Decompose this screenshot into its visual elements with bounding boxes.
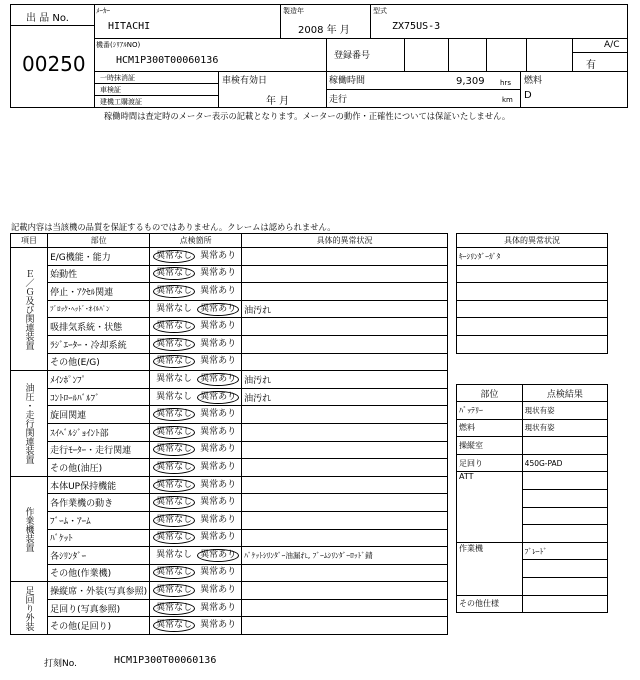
detail-cell — [242, 599, 448, 617]
table-row — [457, 300, 608, 318]
detail-cell — [242, 529, 448, 547]
hours-value: 9,309 — [456, 76, 485, 87]
result-value-cell: 450G-PAD — [522, 454, 607, 472]
col-header-part: 部位 — [48, 234, 150, 248]
table-row — [11, 547, 448, 565]
att-cell — [522, 507, 607, 525]
att-label: ATT — [457, 472, 523, 542]
lot-number: 00250 — [22, 52, 86, 76]
maker-label: ﾒｰｶｰ — [96, 7, 110, 15]
ok-mark: 異常なし — [153, 443, 195, 456]
ng-mark: 異常あり — [200, 461, 237, 472]
ng-mark: 異常あり — [200, 321, 237, 332]
table-row — [457, 454, 608, 472]
meter-note: 稼働時間は査定時のメーター表示の記載となります。メーターの動作・正確性については保証いたしません。 — [104, 111, 511, 121]
check-cell — [150, 529, 242, 547]
check-cell — [150, 388, 242, 406]
table-row — [11, 511, 448, 529]
att-cell — [522, 525, 607, 543]
detail-cell — [242, 318, 448, 336]
work-cell — [522, 560, 607, 578]
ok-mark: 異常なし — [156, 391, 193, 402]
table-row — [11, 318, 448, 336]
part-cell: 本体UP保持機能 — [48, 476, 150, 494]
ok-mark: 異常なし — [153, 514, 195, 527]
table-row — [11, 529, 448, 547]
ok-mark: 異常なし — [156, 373, 193, 384]
ok-mark: 異常なし — [153, 531, 195, 544]
check-cell — [150, 283, 242, 301]
ng-mark: 異常あり — [200, 567, 237, 578]
model-label: 型式 — [373, 7, 387, 15]
table-row — [11, 248, 448, 266]
table-row — [457, 437, 608, 455]
table-row — [11, 423, 448, 441]
check-cell — [150, 599, 242, 617]
ng-mark: 異常あり — [200, 285, 237, 296]
part-cell: ｽｲﾍﾞﾙｼﾞｮｲﾝﾄ部 — [48, 423, 150, 441]
work-cell — [522, 577, 607, 595]
part-cell: その他(足回り) — [48, 617, 150, 635]
part-cell: 始動性 — [48, 265, 150, 283]
table-row — [11, 406, 448, 424]
detail-cell — [457, 283, 608, 301]
stamp-value: HCM1P300T00060136 — [114, 655, 217, 666]
result-part-cell: 燃料 — [457, 419, 523, 437]
ac-value: 有 — [586, 60, 596, 71]
result-part-cell: 足回り — [457, 454, 523, 472]
vehicle-cert-label: 車検証 — [100, 86, 121, 94]
check-cell — [150, 371, 242, 389]
part-cell: 吸排気系統・状態 — [48, 318, 150, 336]
col-header-item: 項目 — [11, 234, 48, 248]
part-cell: 各作業機の動き — [48, 494, 150, 512]
ng-mark: 異常あり — [200, 497, 237, 508]
table-row — [11, 476, 448, 494]
col-header-check: 点検箇所 — [150, 234, 242, 248]
detail-cell — [457, 335, 608, 353]
section-label: 足回り外装 — [11, 582, 48, 635]
table-row — [457, 419, 608, 437]
hours-label: 稼働時間 — [329, 76, 366, 86]
check-cell — [150, 300, 242, 318]
table-row — [11, 441, 448, 459]
section-label: 作業機装置 — [11, 476, 48, 582]
serial-value: HCM1P300T00060136 — [116, 55, 219, 66]
inspection-label: 車検有効日 — [222, 76, 268, 86]
table-row — [11, 564, 448, 582]
table-row — [457, 248, 608, 266]
ok-mark: 異常なし — [153, 320, 195, 333]
model-value: ZX75US-3 — [392, 21, 441, 32]
detail-cell — [242, 564, 448, 582]
ng-mark: 異常あり — [200, 620, 237, 631]
check-cell — [150, 248, 242, 266]
part-cell: ﾌﾞﾛｯｸ･ﾍｯﾄﾞ･ｵｲﾙﾊﾟﾝ — [48, 300, 150, 318]
table-row — [11, 459, 448, 477]
table-row — [457, 472, 608, 490]
table-row — [457, 542, 608, 560]
table-row — [11, 599, 448, 617]
work-label: 作業機 — [457, 542, 523, 595]
ac-label: A/C — [604, 40, 620, 50]
part-cell: その他(E/G) — [48, 353, 150, 371]
ng-mark: 異常あり — [197, 549, 239, 562]
part-cell: E/G機能・能力 — [48, 248, 150, 266]
detail-cell — [242, 511, 448, 529]
check-cell — [150, 617, 242, 635]
detail-cell — [242, 441, 448, 459]
part-cell: ﾌﾞｰﾑ・ｱｰﾑ — [48, 511, 150, 529]
check-cell — [150, 494, 242, 512]
ok-mark: 異常なし — [153, 584, 195, 597]
right-detail-table — [456, 233, 608, 354]
ng-mark: 異常あり — [200, 602, 237, 613]
right-detail-header: 具体的異常状況 — [457, 234, 608, 248]
ng-mark: 異常あり — [197, 391, 239, 404]
detail-cell — [242, 248, 448, 266]
table-row — [11, 283, 448, 301]
check-cell — [150, 406, 242, 424]
part-cell: その他(作業機) — [48, 564, 150, 582]
att-cell — [522, 472, 607, 490]
detail-cell — [242, 476, 448, 494]
serial-label: 機番(ｼﾘｱﾙNO) — [96, 41, 141, 49]
detail-cell — [242, 353, 448, 371]
ok-mark: 異常なし — [153, 479, 195, 492]
ok-mark: 異常なし — [153, 619, 195, 632]
check-cell — [150, 265, 242, 283]
table-row — [457, 283, 608, 301]
ng-mark: 異常あり — [200, 444, 237, 455]
result-header-part: 部位 — [457, 385, 523, 402]
ok-mark: 異常なし — [153, 426, 195, 439]
ng-mark: 異常あり — [200, 585, 237, 596]
check-cell — [150, 547, 242, 565]
result-part-cell: 操縦室 — [457, 437, 523, 455]
right-result-table — [456, 384, 608, 613]
result-value-cell: 現状有姿 — [522, 419, 607, 437]
part-cell: 各ｼﾘﾝﾀﾞｰ — [48, 547, 150, 565]
detail-cell — [242, 335, 448, 353]
other-spec-cell — [522, 595, 607, 613]
ok-mark: 異常なし — [153, 338, 195, 351]
lot-label: 出 品 No. — [26, 13, 69, 24]
part-cell: ﾒｲﾝﾎﾟﾝﾌﾟ — [48, 371, 150, 389]
check-cell — [150, 423, 242, 441]
table-row — [11, 335, 448, 353]
inspection-value: 年 月 — [266, 96, 290, 107]
ok-mark: 異常なし — [153, 355, 195, 368]
part-cell: ﾗｼﾞｴｰﾀｰ・冷却系統 — [48, 335, 150, 353]
ok-mark: 異常なし — [153, 566, 195, 579]
ok-mark: 異常なし — [153, 602, 195, 615]
table-row — [11, 353, 448, 371]
check-cell — [150, 353, 242, 371]
check-cell — [150, 441, 242, 459]
table-row — [457, 402, 608, 420]
check-cell — [150, 582, 242, 600]
check-cell — [150, 476, 242, 494]
part-cell: 操縦席・外装(写真参照) — [48, 582, 150, 600]
table-row — [11, 265, 448, 283]
table-row — [457, 595, 608, 613]
work-value: ﾌﾞﾚｰﾄﾞ — [522, 542, 607, 560]
check-cell — [150, 318, 242, 336]
detail-cell — [242, 406, 448, 424]
table-row — [11, 494, 448, 512]
table-row — [11, 617, 448, 635]
detail-cell: 油汚れ — [242, 388, 448, 406]
ng-mark: 異常あり — [200, 426, 237, 437]
ok-mark: 異常なし — [153, 408, 195, 421]
detail-cell — [457, 265, 608, 283]
detail-cell — [242, 283, 448, 301]
result-header-result: 点検結果 — [522, 385, 607, 402]
check-cell — [150, 564, 242, 582]
run-unit: km — [502, 96, 513, 104]
part-cell: その他(油圧) — [48, 459, 150, 477]
check-cell — [150, 511, 242, 529]
detail-cell — [457, 300, 608, 318]
ok-mark: 異常なし — [156, 549, 193, 560]
table-row — [457, 265, 608, 283]
detail-cell: ﾊﾞｹｯﾄｼﾘﾝﾀﾞｰ油漏れ, ﾌﾞｰﾑｼﾘﾝﾀﾞｰﾛｯﾄﾞ錆 — [242, 547, 448, 565]
year-label: 製造年 — [283, 7, 304, 15]
detail-cell: 油汚れ — [242, 300, 448, 318]
check-cell — [150, 335, 242, 353]
ok-mark: 異常なし — [153, 496, 195, 509]
fuel-value: D — [524, 90, 532, 101]
temp-cancel-label: 一時抹消証 — [100, 74, 135, 82]
ng-mark: 異常あり — [200, 532, 237, 543]
att-cell — [522, 489, 607, 507]
ng-mark: 異常あり — [197, 303, 239, 316]
maker-value: HITACHI — [108, 21, 151, 32]
ng-mark: 異常あり — [200, 409, 237, 420]
ok-mark: 異常なし — [153, 250, 195, 263]
table-row — [11, 371, 448, 389]
section-label: Ｅ／Ｇ及び関連装置 — [11, 248, 48, 371]
result-part-cell: ﾊﾞｯﾃﾘｰ — [457, 402, 523, 420]
detail-cell — [242, 582, 448, 600]
hours-unit: hrs — [500, 79, 511, 87]
construct-cert-label: 建機工購渡証 — [100, 98, 142, 106]
result-value-cell: 現状有姿 — [522, 402, 607, 420]
ng-mark: 異常あり — [200, 250, 237, 261]
part-cell: ﾊﾞｹｯﾄ — [48, 529, 150, 547]
detail-cell — [242, 617, 448, 635]
detail-cell: ｷｰｼﾘﾝﾀﾞｰｶﾞﾀ — [457, 248, 608, 266]
part-cell: ｺﾝﾄﾛｰﾙﾊﾞﾙﾌﾞ — [48, 388, 150, 406]
ng-mark: 異常あり — [197, 373, 239, 386]
disclaimer-note: 記載内容は当該機の品質を保証するものではありません。クレームは認められません。 — [11, 222, 336, 232]
part-cell: 旋回関連 — [48, 406, 150, 424]
year-value: 2008 年 月 — [298, 25, 350, 36]
table-row — [457, 335, 608, 353]
part-cell: 停止・ｱｸｾﾙ関連 — [48, 283, 150, 301]
detail-cell — [242, 459, 448, 477]
section-label: 油圧・走行関連装置 — [11, 371, 48, 477]
detail-cell — [242, 494, 448, 512]
ng-mark: 異常あり — [200, 514, 237, 525]
detail-cell — [457, 318, 608, 336]
table-row — [11, 300, 448, 318]
ok-mark: 異常なし — [156, 303, 193, 314]
ng-mark: 異常あり — [200, 268, 237, 279]
ok-mark: 異常なし — [153, 285, 195, 298]
stamp-label: 打刻No. — [44, 659, 77, 669]
ok-mark: 異常なし — [153, 267, 195, 280]
inspection-table — [10, 233, 448, 635]
fuel-label: 燃料 — [524, 76, 543, 86]
ng-mark: 異常あり — [200, 479, 237, 490]
other-spec-label: その他仕様 — [457, 595, 523, 613]
detail-cell — [242, 265, 448, 283]
table-row — [11, 388, 448, 406]
part-cell: 走行ﾓｰﾀｰ・走行関連 — [48, 441, 150, 459]
table-row — [11, 582, 448, 600]
detail-cell: 油汚れ — [242, 371, 448, 389]
ng-mark: 異常あり — [200, 338, 237, 349]
table-row — [457, 318, 608, 336]
ng-mark: 異常あり — [200, 356, 237, 367]
part-cell: 足回り(写真参照) — [48, 599, 150, 617]
ok-mark: 異常なし — [153, 461, 195, 474]
col-header-detail: 具体的異常状況 — [242, 234, 448, 248]
detail-cell — [242, 423, 448, 441]
result-value-cell — [522, 437, 607, 455]
registration-label: 登録番号 — [334, 51, 371, 61]
check-cell — [150, 459, 242, 477]
run-label: 走行 — [329, 95, 348, 105]
